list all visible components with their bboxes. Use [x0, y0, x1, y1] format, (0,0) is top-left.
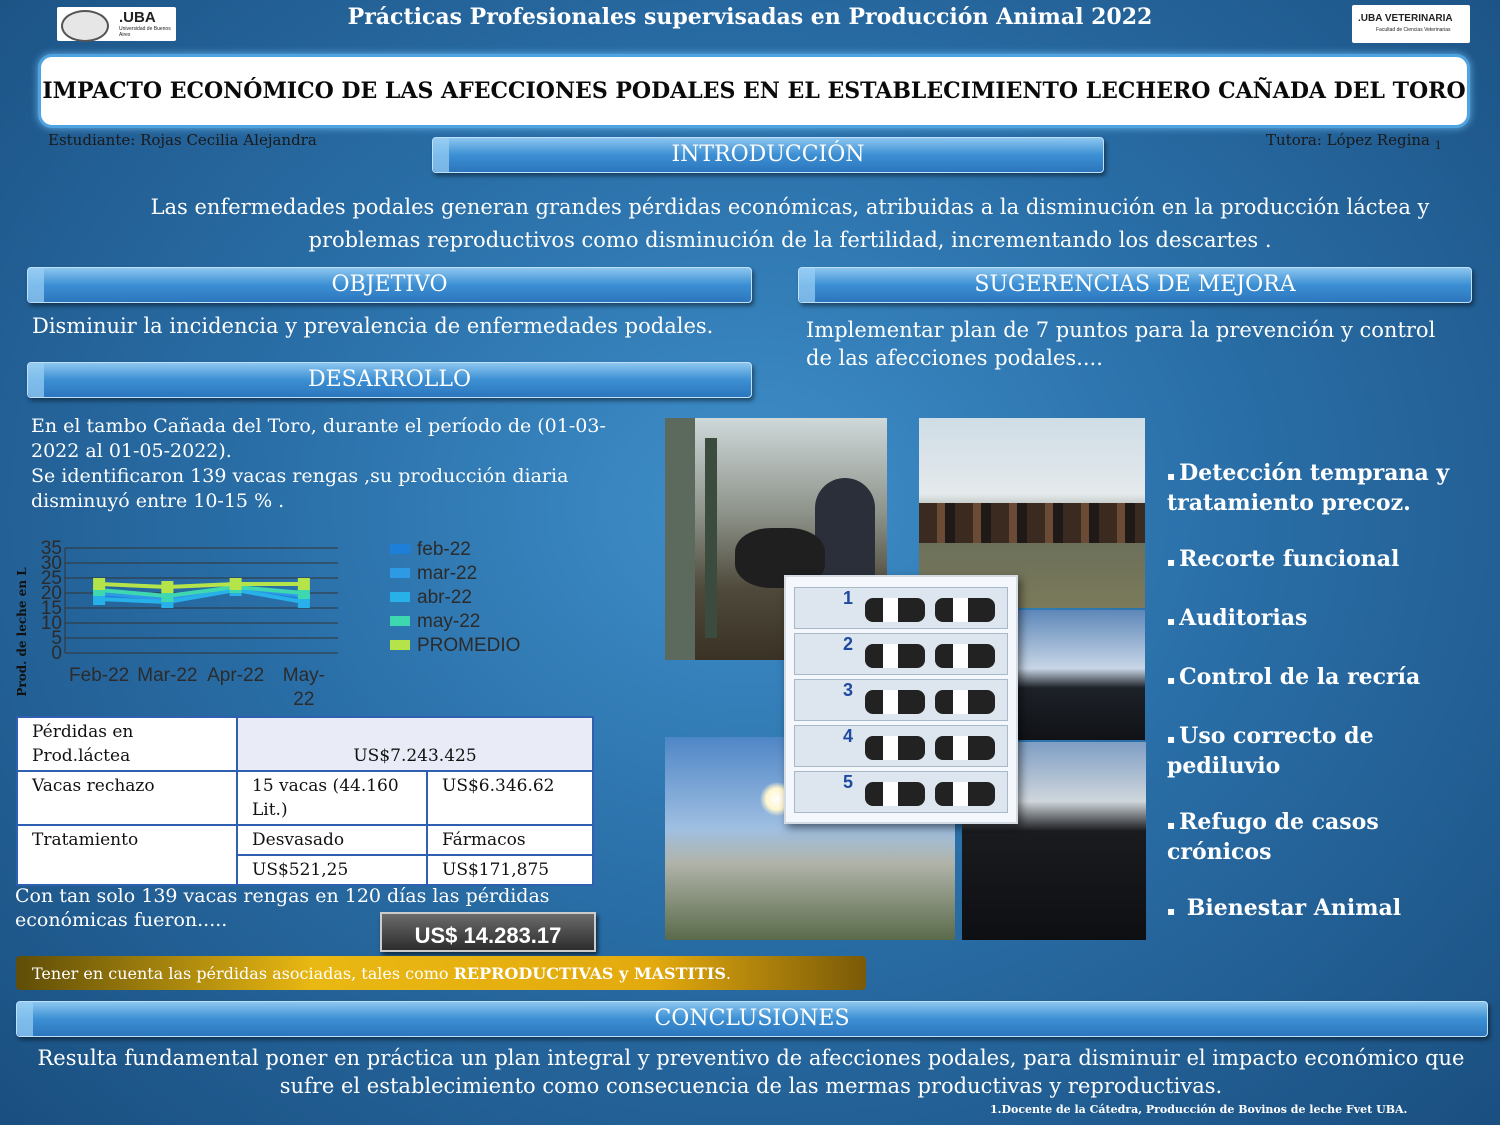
objetivo-heading: [27, 267, 752, 303]
desarrollo-heading-text: DESARROLLO: [307, 367, 472, 392]
bullet-marker-icon: ▪: [1167, 818, 1176, 832]
objetivo-text: Disminuir la incidencia y prevalencia de enfermedades podales.: [32, 314, 714, 338]
main-title-box: [38, 54, 1470, 128]
cow-silhouette-icon: [865, 598, 925, 622]
conclusiones-text: Resulta fundamental poner en práctica un plan integral y preventivo de afecciones podales, para disminuir el impacto económico que sufre el establecimiento como consecuencia de las mermas productivas y reproductivas.: [37, 1046, 1465, 1098]
uba-veterinaria-logo: [1352, 5, 1470, 43]
guide-score-number: 3: [843, 680, 854, 700]
bullet-text: Auditorias: [1179, 605, 1308, 631]
desarrollo-text-2: Se identificaron 139 vacas rengas ,su producción diaria disminuyó entre 10-15 % .: [31, 465, 569, 512]
legend-label: PROMEDIO: [417, 635, 521, 656]
bullet-marker-icon: ▪: [1167, 673, 1176, 687]
cow-silhouette-icon: [865, 782, 925, 806]
note-suffix: .: [725, 964, 732, 983]
photo-detail: [815, 478, 875, 588]
table-cell: Fármacos: [427, 825, 593, 855]
desarrollo-heading: [27, 362, 752, 398]
uba-logo: [57, 7, 176, 41]
uba-vet-logo-text: .UBA VETERINARIA: [1358, 13, 1453, 24]
student-name: Estudiante: Rojas Cecilia Alejandra: [48, 131, 317, 149]
chart-point: [230, 578, 242, 590]
table-cell: Desvasado: [237, 825, 427, 855]
uba-vet-logo-sub: Facultad de Ciencias Veterinarias: [1376, 27, 1451, 33]
loss-table: [16, 716, 594, 886]
cow-silhouette-icon: [935, 690, 995, 714]
uba-logo-sub: Universidad de Buenos Aires: [119, 26, 171, 38]
bullet-item: [1167, 664, 1487, 694]
cow-silhouette-icon: [935, 598, 995, 622]
legend-swatch: [390, 568, 410, 578]
objetivo-heading-text: OBJETIVO: [331, 272, 448, 297]
note-bold: REPRODUCTIVAS y MASTITIS: [453, 964, 726, 983]
photo-detail: [705, 438, 717, 638]
note-prefix: Tener en cuenta las pérdidas asociadas, tales como: [32, 964, 454, 983]
header-title: Prácticas Profesionales supervisadas en Producción Animal 2022: [347, 4, 1153, 30]
guide-row: [794, 633, 1008, 675]
table-row: [17, 717, 593, 771]
photo-detail: [919, 503, 1145, 543]
chart-xtick-label: May-: [282, 665, 325, 686]
total-loss-value: US$ 14.283.17: [414, 923, 562, 948]
note-text: [16, 956, 866, 992]
bullet-text: Detección temprana y tratamiento precoz.: [1167, 460, 1450, 516]
cow-silhouette-icon: [935, 782, 995, 806]
chart-ytick-label: 20: [40, 583, 62, 604]
note-bar: [16, 956, 866, 990]
legend-label: feb-22: [417, 539, 471, 560]
guide-score-number: 2: [843, 634, 854, 654]
legend-label: abr-22: [417, 587, 472, 608]
chart-ytick-label: 35: [40, 538, 62, 559]
legend-swatch: [390, 592, 410, 602]
bullet-marker-icon: ▪: [1167, 732, 1176, 746]
table-cell: Tratamiento: [17, 825, 237, 885]
table-row: [17, 771, 593, 825]
improvement-list: [1167, 460, 1487, 954]
legend-label: may-22: [417, 611, 481, 632]
chart-point: [298, 578, 310, 590]
bullet-item: [1167, 895, 1487, 925]
cow-silhouette-icon: [865, 736, 925, 760]
guide-score-number: 4: [843, 726, 854, 746]
chart-xtick-label: Mar-22: [137, 665, 198, 686]
guide-row: [794, 725, 1008, 767]
footnote: 1.Docente de la Cátedra, Producción de Bovinos de leche Fvet UBA.: [990, 1103, 1408, 1116]
bullet-marker-icon: ▪: [1167, 614, 1176, 628]
guide-score-number: 1: [843, 588, 854, 608]
total-loss-box: [380, 912, 596, 952]
chart-xtick-label: Feb-22: [69, 665, 130, 686]
desarrollo-text: [31, 414, 631, 514]
photo-cows-sky: [1016, 610, 1145, 740]
table-cell: US$521,25: [237, 855, 427, 885]
bullet-marker-icon: ▪: [1167, 469, 1176, 483]
table-cell: Pérdidas en Prod.láctea: [17, 717, 237, 771]
chart-ytick-label: 15: [40, 598, 62, 619]
legend-swatch: [390, 640, 410, 650]
bullet-item: [1167, 460, 1487, 517]
tutor-text: Tutora: López Regina: [1266, 131, 1430, 149]
chart-ytick-label: 10: [40, 613, 62, 634]
chart-ylabel: Prod. de leche en L: [15, 567, 29, 697]
locomotion-score-guide: [784, 575, 1018, 824]
sugerencias-heading-text: SUGERENCIAS DE MEJORA: [974, 272, 1296, 297]
bullet-text: Uso correcto de pediluvio: [1167, 723, 1374, 779]
table-cell: US$7.243.425: [237, 717, 593, 771]
tutor-footnote-ref: 1: [1434, 139, 1442, 152]
desarrollo-text-1: En el tambo Cañada del Toro, durante el período de (01-03-2022 al 01-05-2022).: [31, 415, 606, 462]
bullet-item: [1167, 809, 1487, 866]
table-cell: US$6.346.62: [427, 771, 593, 825]
chart-xtick-label: Apr-22: [207, 665, 265, 686]
introduccion-heading: [432, 137, 1104, 173]
cow-silhouette-icon: [865, 644, 925, 668]
seal-icon: [61, 10, 109, 42]
bullet-item: [1167, 723, 1487, 780]
chart-point: [93, 578, 105, 590]
legend-swatch: [390, 544, 410, 554]
tutor-name: [1266, 131, 1442, 152]
legend-swatch: [390, 616, 410, 626]
summary-text: Con tan solo 139 vacas rengas en 120 días las pérdidas económicas fueron.....: [15, 885, 550, 931]
chart-ytick-label: 0: [51, 643, 62, 664]
conclusiones-heading-text: CONCLUSIONES: [654, 1006, 850, 1031]
table-row: [17, 825, 593, 855]
cow-silhouette-icon: [935, 736, 995, 760]
photo-detail: [665, 418, 695, 660]
production-line-chart: [8, 530, 568, 715]
main-title: IMPACTO ECONÓMICO DE LAS AFECCIONES PODALES EN EL ESTABLECIMIENTO LECHERO CAÑADA DEL TORO: [42, 78, 1466, 104]
introduccion-heading-text: INTRODUCCIÓN: [671, 142, 865, 167]
guide-row: [794, 679, 1008, 721]
chart-ytick-label: 25: [40, 568, 62, 589]
cow-silhouette-icon: [865, 690, 925, 714]
chart-point: [161, 581, 173, 593]
chart-series-line: [99, 584, 304, 587]
table-cell: US$171,875: [427, 855, 593, 885]
chart-xtick-label: 22: [293, 689, 315, 710]
guide-row: [794, 587, 1008, 629]
bullet-text: Recorte funcional: [1179, 546, 1400, 572]
chart-ytick-label: 30: [40, 553, 62, 574]
sugerencias-text: Implementar plan de 7 puntos para la prevención y control de las afecciones podales....: [806, 318, 1436, 370]
uba-logo-text: .UBA: [119, 9, 156, 26]
bullet-text: Control de la recría: [1179, 664, 1421, 690]
bullet-item: [1167, 605, 1487, 635]
chart-ytick-label: 5: [51, 628, 62, 649]
conclusiones-heading: [16, 1001, 1488, 1037]
bullet-text: Refugo de casos crónicos: [1167, 809, 1379, 865]
bullet-marker-icon: ▪: [1167, 904, 1176, 918]
bullet-marker-icon: ▪: [1167, 555, 1176, 569]
introduccion-text: Las enfermedades podales generan grandes pérdidas económicas, atribuidas a la disminución en la producción láctea y problemas reproductivos como disminución de la fertilidad, incrementando los descartes .: [150, 195, 1430, 252]
table-cell: 15 vacas (44.160 Lit.): [237, 771, 427, 825]
guide-score-number: 5: [843, 772, 854, 792]
bullet-item: [1167, 546, 1487, 576]
cow-silhouette-icon: [935, 644, 995, 668]
sugerencias-heading: [798, 267, 1472, 303]
bullet-text: Bienestar Animal: [1179, 895, 1402, 921]
table-cell: Vacas rechazo: [17, 771, 237, 825]
guide-row: [794, 771, 1008, 813]
legend-label: mar-22: [417, 563, 478, 584]
